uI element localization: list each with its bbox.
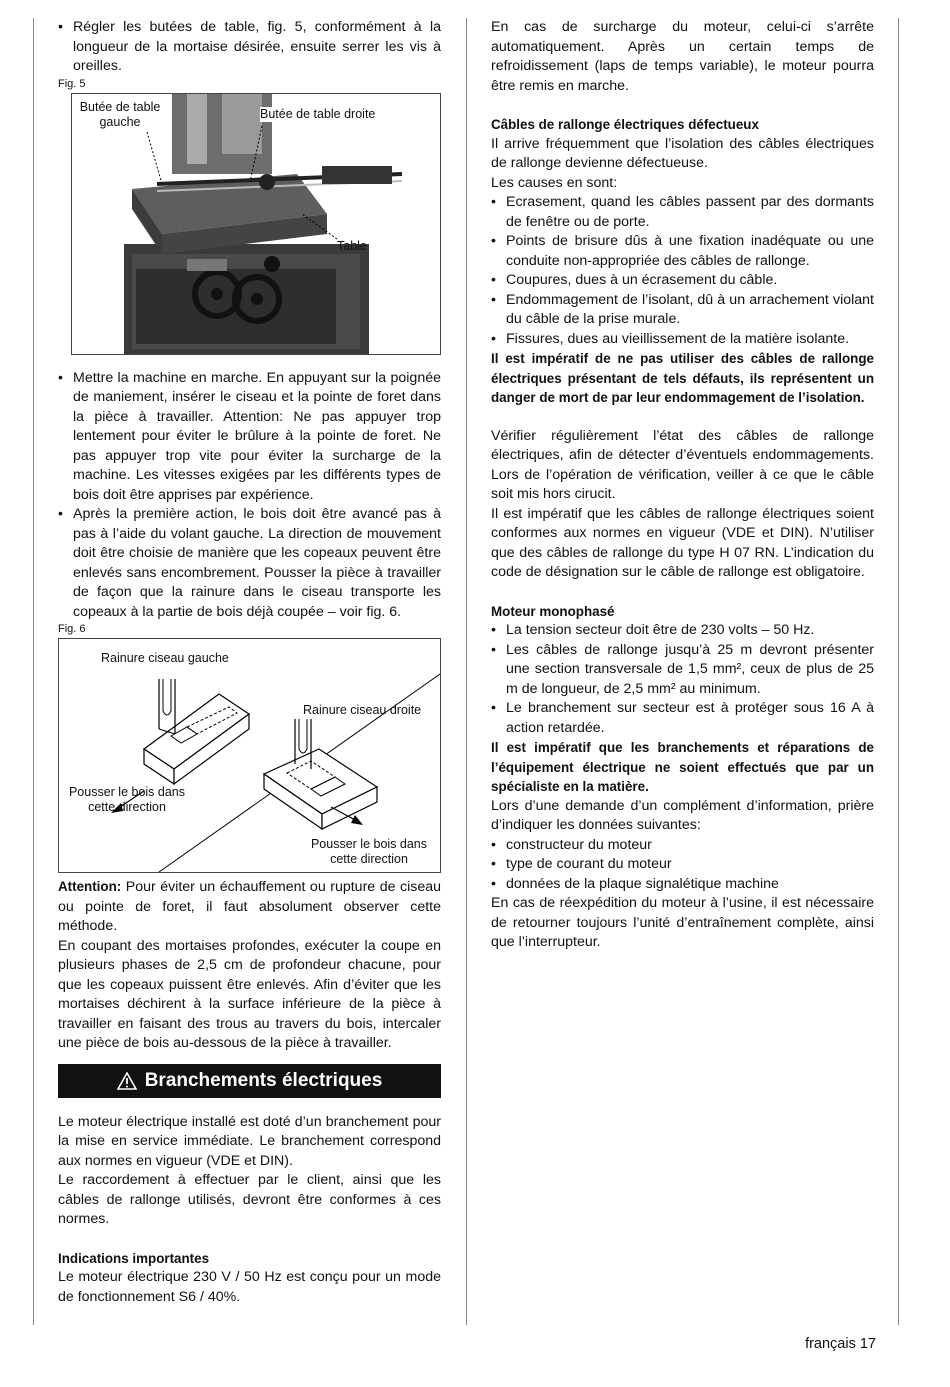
right-column (491, 18, 874, 953)
important-paragraph: Le moteur électrique 230 V / 50 Hz est conçu pour un mode de fonctionnement S6 / 40%. (58, 1269, 441, 1305)
deep-mortise-paragraph: En coupant des mortaises profondes, exécuter la coupe en plusieurs phases de 2,5 cm de profondeur chacune, pour que les copeaux puissent être enlevés. Afin d’éviter que les mortaises déchirent à la surface inférieure de la pièce à travailler en faisant des trous au travers du bois, intercaler une pièce de bois au-dessous de la pièce à travailler. (58, 937, 441, 1051)
bullet-start-machine: • Mettre la machine en marche. En appuyant sur la poignée de maniement, insérer le ciseau et la pointe de foret dans la pièce à travailler. Attention: Ne pas appuyer trop lentement pour éviter le brûlure à la pointe de foret. Ne pas appuyer trop vite pour éviter la surcharge de la machine. Les vitesses exigées par les différents types de bois doit être apprises par expérience. (58, 369, 441, 506)
callout-table-stop-right: Butée de table droite (260, 106, 376, 121)
left-column (58, 18, 441, 1307)
section-banner-electrical (58, 1064, 441, 1098)
bullet-list-operation (58, 369, 441, 623)
warning-specialist: Il est impératif que les branchements et réparations de l’équipement électrique ne soient effectués que par un spécialiste en la matière. (491, 740, 874, 794)
column-rule-middle (466, 18, 467, 1325)
warning-triangle-icon (117, 1072, 137, 1090)
callout-table: Table (337, 238, 367, 253)
return-paragraph: En cas de réexpédition du moteur à l’usine, il est nécessaire de retourner toujours l’unité d’entraînement complète, ainsi que l’interrupteur. (491, 895, 874, 950)
single-phase-list (491, 621, 874, 738)
fig6-label: Fig. 6 (58, 623, 86, 635)
bullet-list-settings (58, 18, 441, 77)
section-title: Branchements électriques (144, 1069, 383, 1091)
label-groove-left: Rainure ciseau gauche (101, 651, 229, 665)
info-list (491, 836, 874, 895)
cables-paragraph: Il arrive fréquemment que l’isolation des câbles électriques de rallonge devienne défectueuse. (491, 135, 874, 171)
heading-single-phase: Moteur monophasé (491, 603, 615, 619)
figure-6 (58, 638, 441, 873)
info-paragraph: Lors d’une demande d’un complément d’information, prière d’indiquer les données suivantes: (491, 797, 874, 833)
verify-paragraph: Vérifier régulièrement l’état des câbles de rallonge électriques, afin de détecter d’éventuels endommagements. Lors de l’opération de vérification, veiller à ce que le câble soit mis hors cirucit. (491, 427, 874, 502)
overload-paragraph: En cas de surcharge du moteur, celui-ci s’arrête automatiquement. Après un certain temps de refroidissement (laps de temps variable), le moteur pourra être remis en marche. (491, 19, 874, 94)
label-push-left: Pousser le bois dans cette direction (68, 785, 186, 814)
norms-paragraph: Il est impératif que les câbles de rallonge électriques soient conformes aux normes en vigueur (VDE et DIN). N’utiliser que des câbles de rallonge du type H 07 RN. L’indication du code de désignation sur le câble de rallonge est obligatoire. (491, 505, 874, 580)
causes-intro: Les causes en sont: (491, 174, 618, 191)
list-item: • La tension secteur doit être de 230 volts – 50 Hz. (491, 621, 874, 641)
heading-important: Indications importantes (58, 1250, 210, 1266)
list-item: • constructeur du moteur (491, 836, 874, 856)
warning-cables: Il est impératif de ne pas utiliser des câbles de rallonge électriques présentant de tels défauts, ils représentent un danger de mort de par leur endommagement de l’isolation. (491, 351, 874, 405)
label-push-right: Pousser le bois dans cette direction (310, 837, 428, 866)
bullet-advance-wood: • Après la première action, le bois doit être avancé pas à pas à l’aide du volant gauche. La direction de mouvement doit être choisie de manière que les copeaux peuvent être enlevés sans encombrement. Pousser la pièce à travailler de façon que la rainure dans le ciseau transporte les copeaux à la partie de bois déjà coupée – voir fig. 6. (58, 505, 441, 622)
machine-photo (72, 94, 440, 354)
figure-5 (71, 93, 441, 355)
list-item: • type de courant du moteur (491, 855, 874, 875)
list-item: • Endommagement de l’isolant, dû à un arrachement violant du câble de la prise murale. (491, 291, 874, 330)
list-item: • Ecrasement, quand les câbles passent par des dormants de fenêtre ou de porte. (491, 193, 874, 232)
bullet-table-stops: • Régler les butées de table, fig. 5, conformément à la longueur de la mortaise désirée, ensuite serrer les vis à oreilles. (58, 18, 441, 77)
list-item: • Points de brisure dûs à une fixation inadéquate ou une conduite non-appropriée des câbles de rallonge. (491, 232, 874, 271)
column-rule-right (898, 18, 899, 1325)
attention-text: Pour éviter un échauffement ou rupture de ciseau ou pointe de foret, il faut absolument observer cette méthode. (58, 879, 441, 934)
attention-label: Attention: (58, 879, 122, 894)
list-item: • Fissures, dues au vieillissement de la matière isolante. (491, 330, 874, 350)
callout-table-stop-left: Butée de table gauche (79, 99, 161, 129)
motor-paragraph-1: Le moteur électrique installé est doté d’un branchement pour la mise en service immédiate. Le branchement correspond aux normes en vigueur (VDE et DIN). (58, 1113, 441, 1169)
motor-paragraph-2: Le raccordement à effectuer par le client, ainsi que les câbles de rallonge utilisés, devront être conformes à ces normes. (58, 1172, 441, 1227)
list-item: • Les câbles de rallonge jusqu’à 25 m devront présenter une section transversale de 1,5 mm², ceux de plus de 25 m de longueur, de 2,5 mm² au minimum. (491, 641, 874, 700)
label-groove-right: Rainure ciseau droite (303, 703, 422, 717)
list-item: • Le branchement sur secteur est à protéger sous 16 A à action retardée. (491, 699, 874, 738)
column-rule-left (33, 18, 34, 1325)
page-number: français 17 (805, 1336, 876, 1352)
heading-cables: Câbles de rallonge électriques défectueux (491, 117, 759, 132)
attention-paragraph (58, 877, 441, 937)
list-item: • données de la plaque signalétique machine (491, 875, 874, 895)
causes-list (491, 193, 874, 349)
fig5-label: Fig. 5 (58, 77, 86, 90)
list-item: • Coupures, dues à un écrasement du câble. (491, 271, 874, 291)
